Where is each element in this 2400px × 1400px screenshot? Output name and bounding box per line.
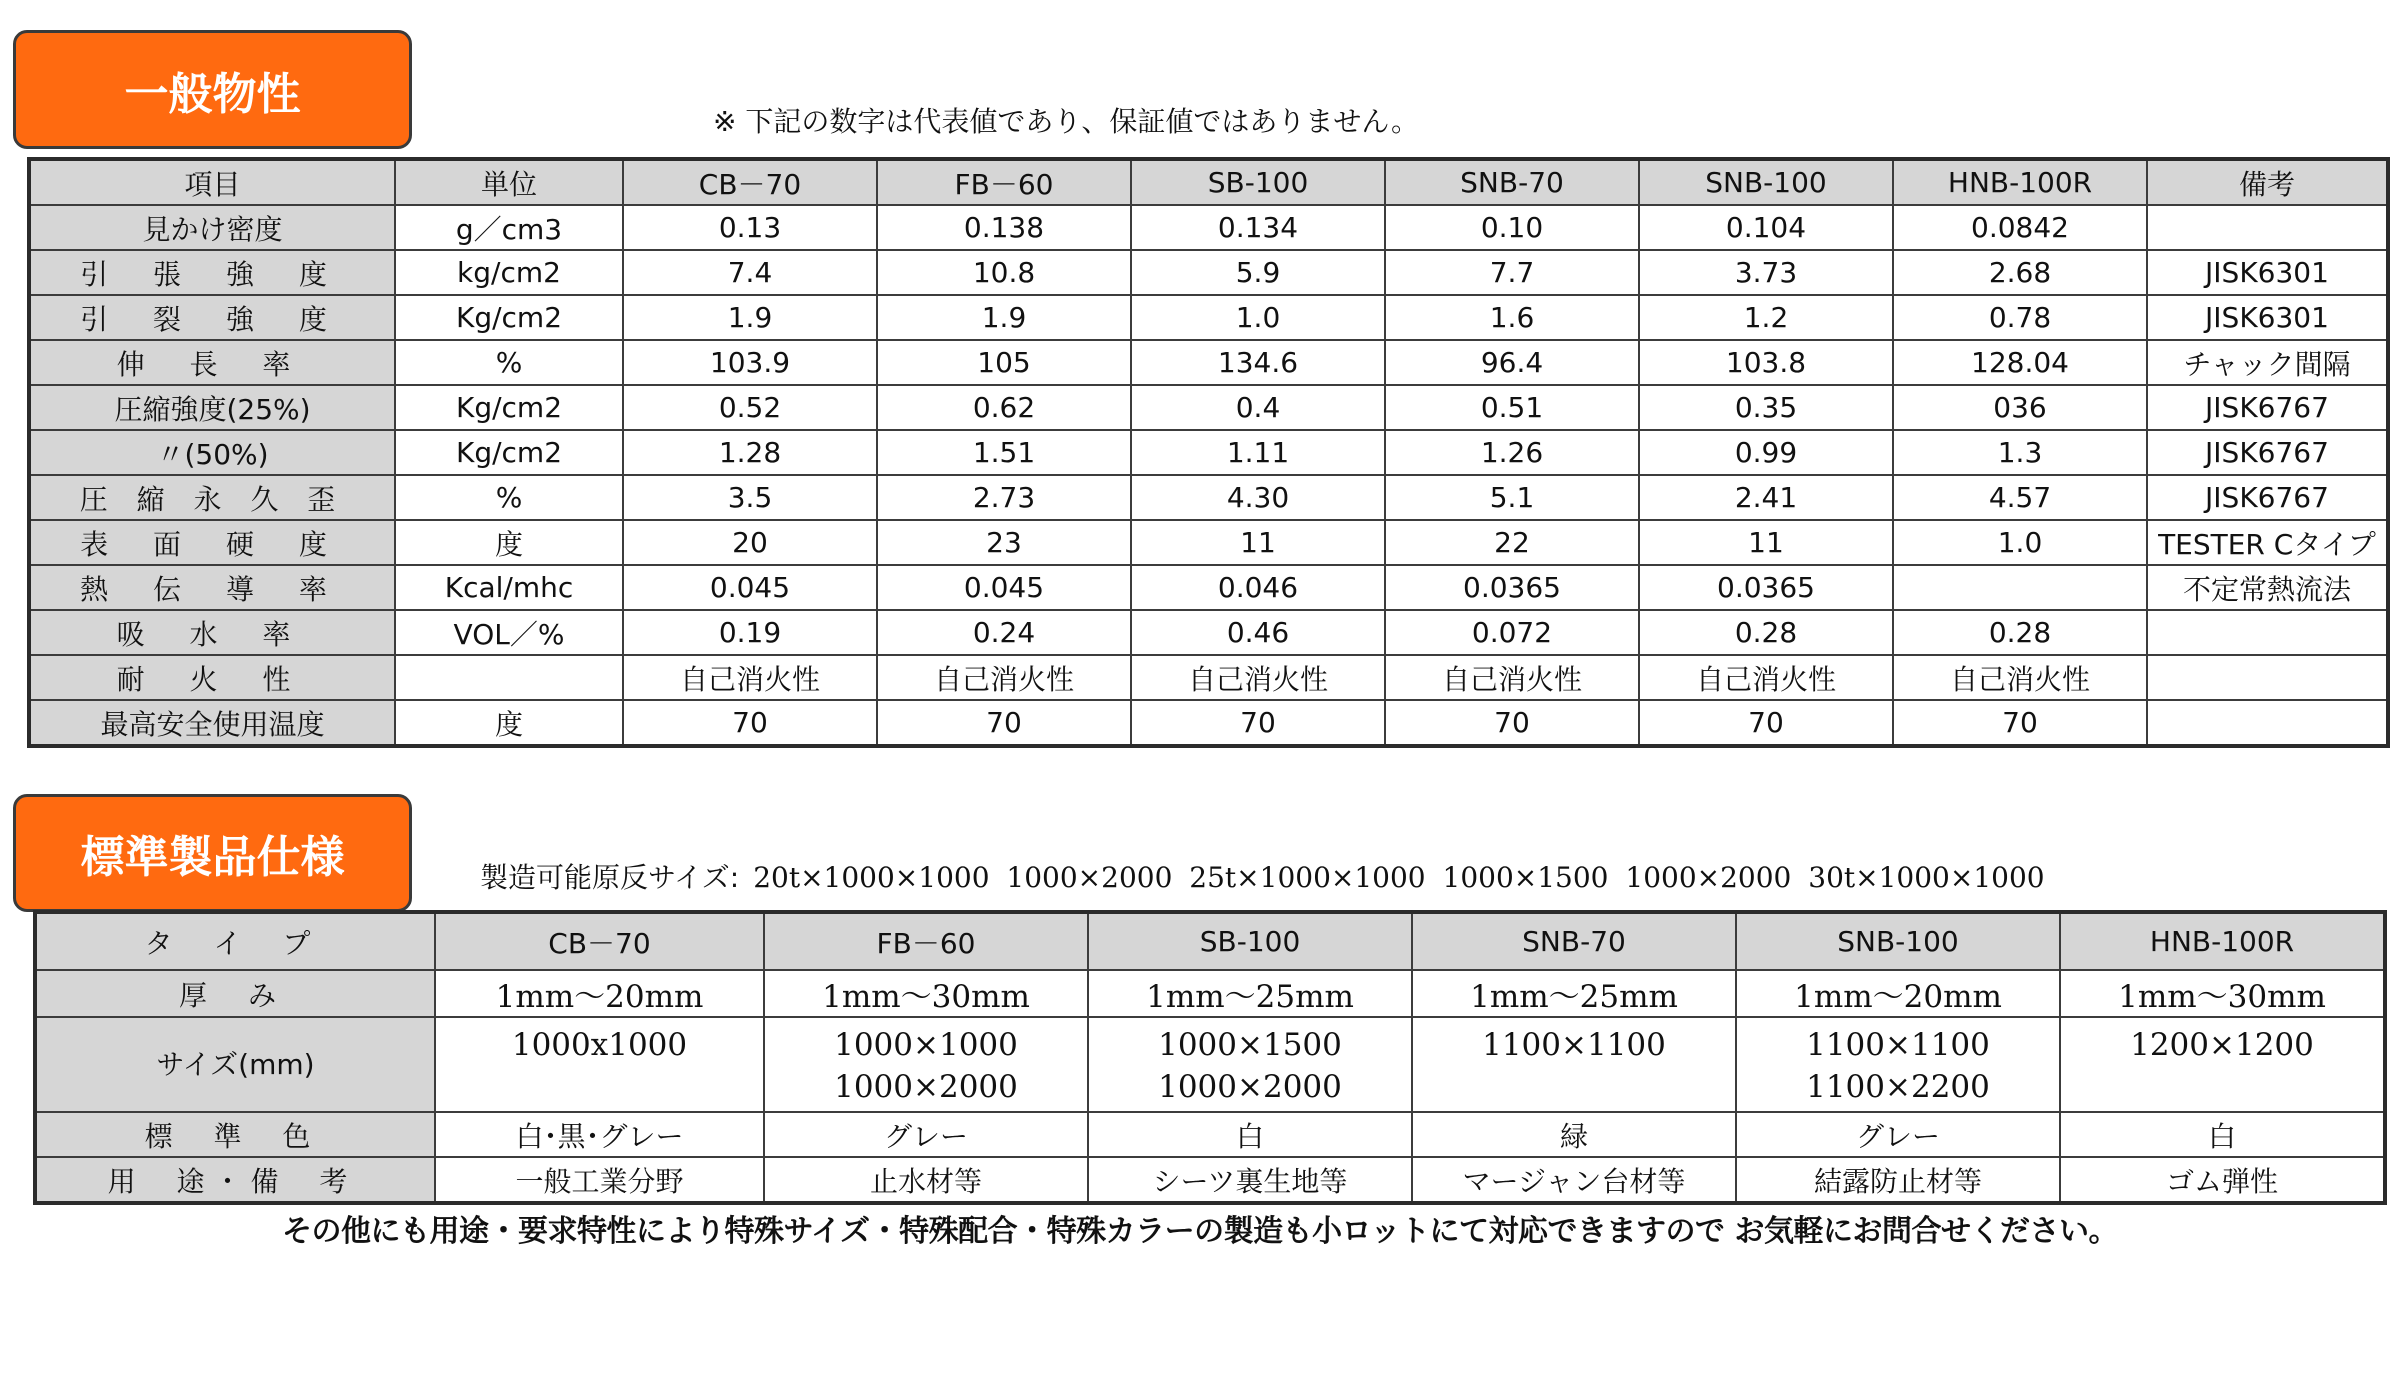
value-cell: 1.26 — [1385, 430, 1639, 475]
property-label: 吸 水 率 — [29, 610, 395, 655]
value-cell: 1.0 — [1131, 295, 1385, 340]
value-cell: 1.51 — [877, 430, 1131, 475]
use-row — [35, 1157, 2385, 1203]
color-cell: 白･黒･グレー — [435, 1112, 764, 1157]
color-cell: 白 — [1088, 1112, 1412, 1157]
thickness-label: 厚 み — [35, 970, 435, 1017]
color-row — [35, 1112, 2385, 1157]
value-cell — [1893, 565, 2147, 610]
table-row — [29, 250, 2388, 295]
property-label: 見かけ密度 — [29, 205, 395, 250]
available-sizes-note — [480, 856, 2045, 896]
general-properties-table — [27, 157, 2390, 748]
value-cell: 自己消火性 — [1385, 655, 1639, 700]
value-cell: 0.51 — [1385, 385, 1639, 430]
table-row — [29, 565, 2388, 610]
section-title-general-properties: 一般物性 — [13, 30, 412, 149]
property-label: 耐 火 性 — [29, 655, 395, 700]
specs-header-row — [35, 912, 2385, 970]
value-cell: 3.73 — [1639, 250, 1893, 295]
header-cell: SNB-100 — [1639, 159, 1893, 205]
value-cell: 0.104 — [1639, 205, 1893, 250]
color-cell: 白 — [2060, 1112, 2385, 1157]
property-label: 圧縮強度(25%) — [29, 385, 395, 430]
table-row — [29, 610, 2388, 655]
property-label: 引 裂 強 度 — [29, 295, 395, 340]
remarks-cell: JISK6301 — [2147, 295, 2388, 340]
unit-cell: g／cm3 — [395, 205, 623, 250]
value-cell: 7.4 — [623, 250, 877, 295]
thickness-cell: 1mm～20mm — [435, 970, 764, 1017]
remarks-cell — [2147, 700, 2388, 746]
header-cell: FB－60 — [764, 912, 1088, 970]
disclaimer-note: ※ 下記の数字は代表値であり、保証値ではありません。 — [713, 105, 1420, 138]
unit-cell: Kcal/mhc — [395, 565, 623, 610]
value-cell: 5.9 — [1131, 250, 1385, 295]
value-cell: 0.046 — [1131, 565, 1385, 610]
value-cell: 自己消火性 — [877, 655, 1131, 700]
unit-cell: Kg/cm2 — [395, 430, 623, 475]
value-cell: 2.68 — [1893, 250, 2147, 295]
value-cell: 036 — [1893, 385, 2147, 430]
value-cell: 0.138 — [877, 205, 1131, 250]
size-cell — [1412, 1017, 1736, 1112]
header-cell: SB-100 — [1131, 159, 1385, 205]
header-cell: HNB-100R — [1893, 159, 2147, 205]
value-cell: 70 — [1131, 700, 1385, 746]
value-cell: 0.13 — [623, 205, 877, 250]
table-row — [29, 520, 2388, 565]
value-cell: 0.52 — [623, 385, 877, 430]
remarks-cell: JISK6767 — [2147, 475, 2388, 520]
value-cell: 0.10 — [1385, 205, 1639, 250]
value-cell: 70 — [1385, 700, 1639, 746]
value-cell: 0.134 — [1131, 205, 1385, 250]
table-row — [29, 430, 2388, 475]
property-label: 圧 縮 永 久 歪 — [29, 475, 395, 520]
size-line: 1000×2000 — [1158, 1069, 1342, 1105]
color-label: 標 準 色 — [35, 1112, 435, 1157]
value-cell: 0.99 — [1639, 430, 1893, 475]
value-cell: 11 — [1131, 520, 1385, 565]
size-cell — [764, 1017, 1088, 1112]
use-cell: ゴム弾性 — [2060, 1157, 2385, 1203]
thickness-cell: 1mm～30mm — [2060, 970, 2385, 1017]
thickness-cell: 1mm～30mm — [764, 970, 1088, 1017]
color-cell: 緑 — [1412, 1112, 1736, 1157]
header-cell: 項目 — [29, 159, 395, 205]
value-cell: 0.045 — [877, 565, 1131, 610]
color-cell: グレー — [764, 1112, 1088, 1157]
value-cell: 0.0365 — [1385, 565, 1639, 610]
value-cell: 1.0 — [1893, 520, 2147, 565]
value-cell: 5.1 — [1385, 475, 1639, 520]
value-cell: 103.8 — [1639, 340, 1893, 385]
size-cell — [2060, 1017, 2385, 1112]
value-cell: 1.6 — [1385, 295, 1639, 340]
remarks-cell: JISK6767 — [2147, 430, 2388, 475]
size-line: 1000×1500 — [1158, 1027, 1342, 1063]
header-cell: SNB-70 — [1412, 912, 1736, 970]
value-cell: 70 — [623, 700, 877, 746]
value-cell: 1.28 — [623, 430, 877, 475]
property-label: 〃(50%) — [29, 430, 395, 475]
remarks-cell — [2147, 610, 2388, 655]
value-cell: 0.0842 — [1893, 205, 2147, 250]
thickness-row — [35, 970, 2385, 1017]
value-cell: 96.4 — [1385, 340, 1639, 385]
thickness-cell: 1mm～20mm — [1736, 970, 2060, 1017]
table-header-row — [29, 159, 2388, 205]
use-cell: シーツ裏生地等 — [1088, 1157, 1412, 1203]
value-cell: 70 — [1893, 700, 2147, 746]
value-cell: 103.9 — [623, 340, 877, 385]
size-row — [35, 1017, 2385, 1112]
value-cell: 1.9 — [877, 295, 1131, 340]
unit-cell: VOL／% — [395, 610, 623, 655]
value-cell: 0.28 — [1893, 610, 2147, 655]
value-cell: 自己消火性 — [1639, 655, 1893, 700]
use-cell: 一般工業分野 — [435, 1157, 764, 1203]
remarks-cell: TESTER Cタイプ — [2147, 520, 2388, 565]
header-cell: SB-100 — [1088, 912, 1412, 970]
value-cell: 1.3 — [1893, 430, 2147, 475]
available-sizes-label: 製造可能原反サイズ: — [480, 861, 740, 894]
value-cell: 22 — [1385, 520, 1639, 565]
size-line: 1000×2000 — [834, 1069, 1018, 1105]
value-cell: 1.9 — [623, 295, 877, 340]
value-cell: 自己消火性 — [623, 655, 877, 700]
value-cell: 0.0365 — [1639, 565, 1893, 610]
header-cell: SNB-100 — [1736, 912, 2060, 970]
value-cell: 0.78 — [1893, 295, 2147, 340]
value-cell: 0.28 — [1639, 610, 1893, 655]
value-cell: 0.24 — [877, 610, 1131, 655]
value-cell: 1.11 — [1131, 430, 1385, 475]
remarks-cell: JISK6767 — [2147, 385, 2388, 430]
unit-cell: kg/cm2 — [395, 250, 623, 295]
header-cell: HNB-100R — [2060, 912, 2385, 970]
size-label: サイズ(mm) — [35, 1017, 435, 1112]
header-cell: SNB-70 — [1385, 159, 1639, 205]
remarks-cell: チャック間隔 — [2147, 340, 2388, 385]
use-cell: 結露防止材等 — [1736, 1157, 2060, 1203]
size-line: 1000×1000 — [834, 1027, 1018, 1063]
use-label: 用 途･備 考 — [35, 1157, 435, 1203]
remarks-cell — [2147, 655, 2388, 700]
value-cell: 10.8 — [877, 250, 1131, 295]
value-cell: 128.04 — [1893, 340, 2147, 385]
header-cell: FB－60 — [877, 159, 1131, 205]
unit-cell: Kg/cm2 — [395, 385, 623, 430]
size-line: 1100×2200 — [1806, 1069, 1990, 1105]
remarks-cell — [2147, 205, 2388, 250]
value-cell: 11 — [1639, 520, 1893, 565]
thickness-cell: 1mm～25mm — [1412, 970, 1736, 1017]
remarks-cell: 不定常熱流法 — [2147, 565, 2388, 610]
value-cell: 23 — [877, 520, 1131, 565]
table-row — [29, 475, 2388, 520]
thickness-cell: 1mm～25mm — [1088, 970, 1412, 1017]
value-cell: 0.62 — [877, 385, 1131, 430]
standard-specs-table — [33, 910, 2387, 1205]
unit-cell: Kg/cm2 — [395, 295, 623, 340]
value-cell: 134.6 — [1131, 340, 1385, 385]
unit-cell — [395, 655, 623, 700]
property-label: 表 面 硬 度 — [29, 520, 395, 565]
value-cell: 0.4 — [1131, 385, 1385, 430]
value-cell: 2.41 — [1639, 475, 1893, 520]
value-cell: 4.30 — [1131, 475, 1385, 520]
value-cell: 1.2 — [1639, 295, 1893, 340]
size-cell — [1088, 1017, 1412, 1112]
value-cell: 0.045 — [623, 565, 877, 610]
available-sizes-values: 20t×1000×1000 1000×2000 25t×1000×1000 1000×1500 1000×2000 30t×1000×1000 — [753, 861, 2045, 894]
table-row — [29, 295, 2388, 340]
unit-cell: % — [395, 340, 623, 385]
unit-cell: 度 — [395, 520, 623, 565]
table-row — [29, 655, 2388, 700]
value-cell: 自己消火性 — [1131, 655, 1385, 700]
property-label: 最高安全使用温度 — [29, 700, 395, 746]
table-row — [29, 700, 2388, 746]
header-cell: 単位 — [395, 159, 623, 205]
size-line: 1200×1200 — [2130, 1027, 2314, 1063]
color-cell: グレー — [1736, 1112, 2060, 1157]
property-label: 熱 伝 導 率 — [29, 565, 395, 610]
use-cell: 止水材等 — [764, 1157, 1088, 1203]
value-cell: 105 — [877, 340, 1131, 385]
value-cell: 0.072 — [1385, 610, 1639, 655]
table-row — [29, 340, 2388, 385]
property-label: 引 張 強 度 — [29, 250, 395, 295]
value-cell: 70 — [877, 700, 1131, 746]
section-title-standard-specs: 標準製品仕様 — [13, 794, 412, 912]
size-cell — [1736, 1017, 2060, 1112]
header-cell: 備考 — [2147, 159, 2388, 205]
header-cell: CB－70 — [435, 912, 764, 970]
use-cell: マージャン台材等 — [1412, 1157, 1736, 1203]
property-label: 伸 長 率 — [29, 340, 395, 385]
size-line: 1100×1100 — [1806, 1027, 1990, 1063]
value-cell: 0.46 — [1131, 610, 1385, 655]
table-row — [29, 205, 2388, 250]
size-line: 1000x1000 — [511, 1027, 688, 1063]
footer-note: その他にも用途・要求特性により特殊サイズ・特殊配合・特殊カラーの製造も小ロットにて対応できますので お気軽にお問合せください。 — [282, 1214, 2118, 1249]
value-cell: 自己消火性 — [1893, 655, 2147, 700]
type-label: タ イ プ — [35, 912, 435, 970]
size-line: 1100×1100 — [1482, 1027, 1666, 1063]
unit-cell: 度 — [395, 700, 623, 746]
value-cell: 70 — [1639, 700, 1893, 746]
value-cell: 7.7 — [1385, 250, 1639, 295]
remarks-cell: JISK6301 — [2147, 250, 2388, 295]
value-cell: 0.19 — [623, 610, 877, 655]
size-cell — [435, 1017, 764, 1112]
value-cell: 20 — [623, 520, 877, 565]
value-cell: 0.35 — [1639, 385, 1893, 430]
value-cell: 4.57 — [1893, 475, 2147, 520]
value-cell: 3.5 — [623, 475, 877, 520]
table-row — [29, 385, 2388, 430]
value-cell: 2.73 — [877, 475, 1131, 520]
unit-cell: % — [395, 475, 623, 520]
header-cell: CB－70 — [623, 159, 877, 205]
